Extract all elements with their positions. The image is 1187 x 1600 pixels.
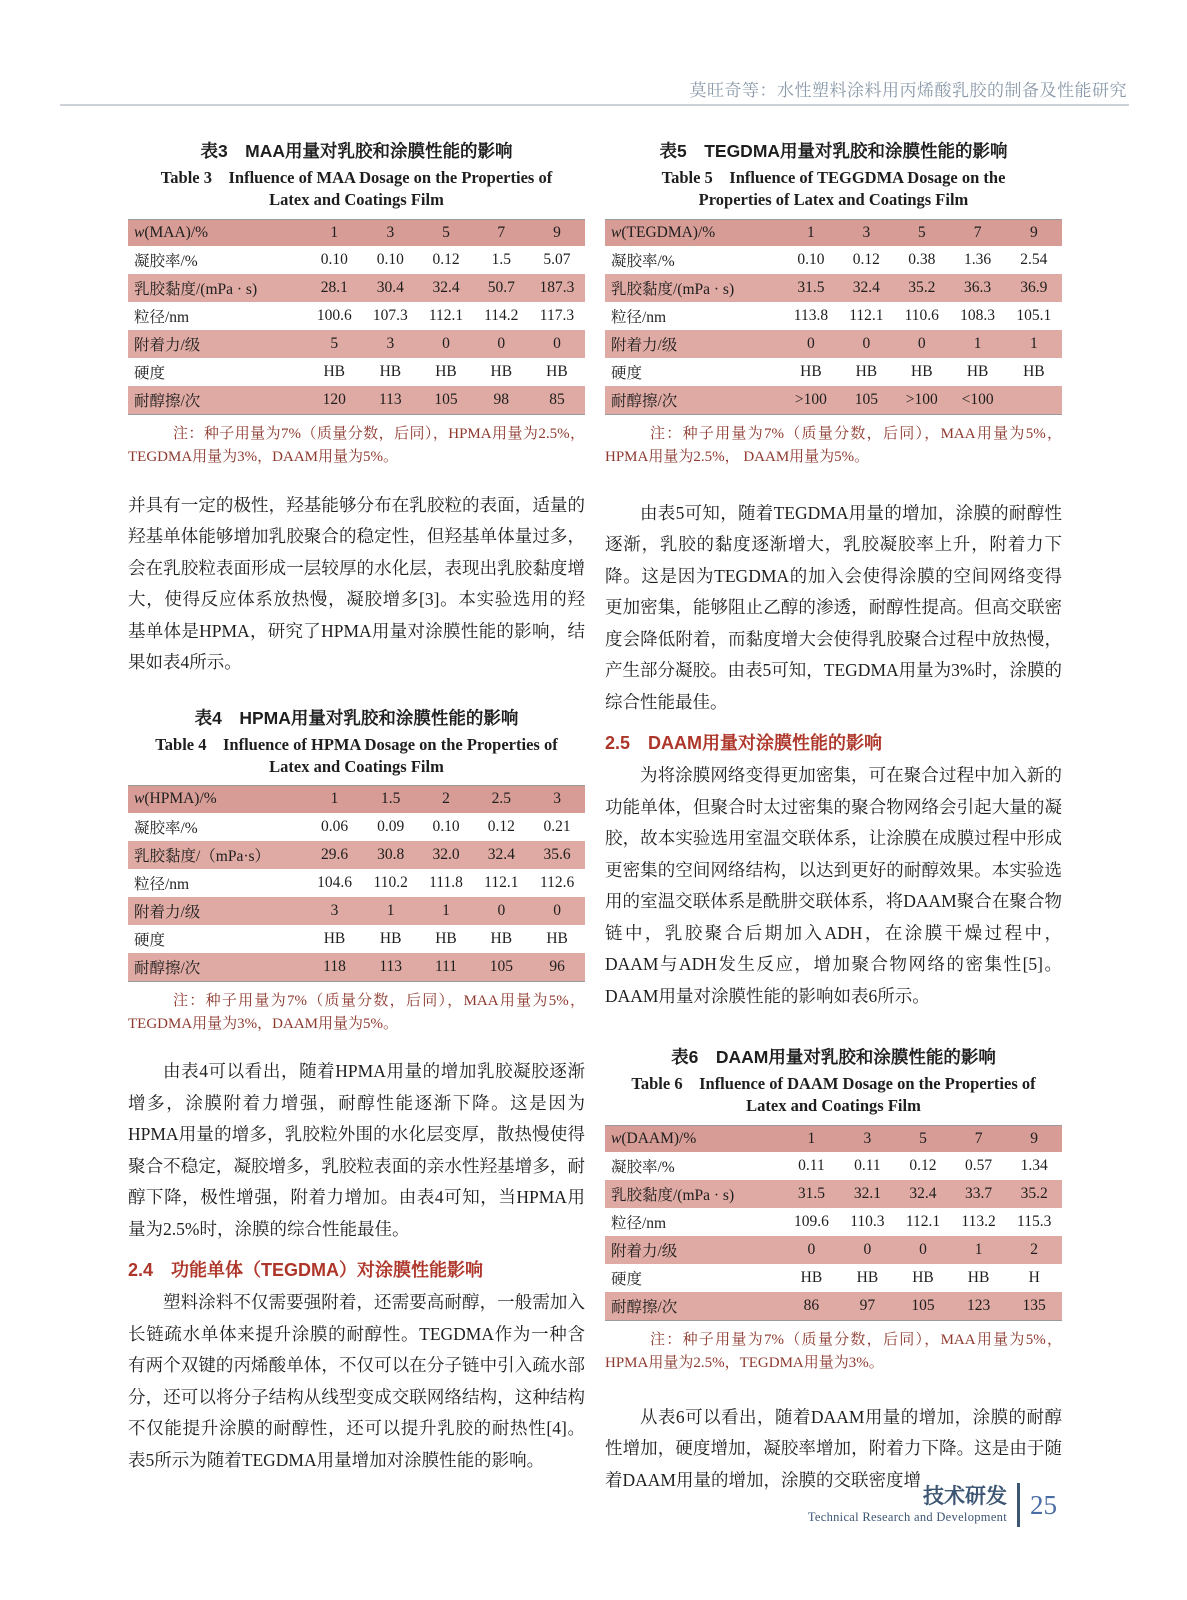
cell-value: 31.5 — [797, 279, 825, 297]
row-label: 耐醇擦/次 — [611, 1299, 678, 1317]
cell-value: HB — [1023, 363, 1045, 381]
cell-value: 0 — [553, 335, 561, 353]
header-rule — [60, 104, 1129, 106]
cell-value: 120 — [322, 391, 346, 409]
row-label: 附着力/级 — [134, 903, 201, 921]
cell-value: 29.6 — [320, 845, 349, 863]
cell-value: 1 — [1029, 335, 1038, 353]
cell-value: 35.2 — [908, 279, 936, 297]
table-row — [605, 1264, 1062, 1292]
table-row — [128, 246, 585, 274]
cell-value: 114.2 — [484, 307, 519, 325]
row-label: 硬度 — [611, 365, 643, 383]
cell-value: 0 — [807, 1241, 816, 1259]
cell-value: HB — [911, 363, 933, 381]
paragraph-table4-discussion: 由表4可以看出，随着HPMA用量的增加乳胶凝胶逐渐增多，涂膜附着力增强，耐醇性能逐渐下降。这是因为HPMA用量的增多，乳胶粒外围的水化层变厚，散热慢使得聚合不稳定，凝胶增多，乳胶粒表面的亲水性羟基增多，耐醇下降，极性增强，附着力增加。由表4可知，当HPMA用量为2.5%时，涂膜的综合性能最佳。 — [128, 1061, 585, 1239]
table-row — [605, 1125, 1062, 1152]
table-row — [605, 386, 1062, 415]
table5-title-zh: 表5 TEGDMA用量对乳胶和涂膜性能的影响 — [659, 141, 1008, 161]
cell-value: HB — [379, 929, 402, 947]
cell-value: 2.54 — [1020, 251, 1048, 269]
table6-title-zh: 表6 DAAM用量对乳胶和涂膜性能的影响 — [671, 1047, 996, 1068]
cell-value: 1.36 — [964, 251, 992, 269]
cell-value: 104.6 — [317, 873, 352, 891]
row-label: 凝胶率/% — [134, 819, 198, 837]
cell-value — [1006, 386, 1062, 415]
row-label: 硬度 — [134, 365, 166, 383]
table-row — [128, 219, 585, 246]
table-row — [605, 358, 1062, 386]
cell-value: 0.11 — [854, 1157, 881, 1175]
row-label: w(HPMA)/% — [134, 790, 217, 808]
cell-value: 0 — [442, 335, 450, 353]
cell-value: 9 — [1029, 223, 1038, 241]
table3-block — [128, 138, 585, 470]
cell-value: HB — [435, 929, 457, 947]
cell-value: 30.8 — [377, 845, 405, 863]
cell-value: 32.4 — [487, 845, 515, 863]
cell-value: 0 — [553, 901, 561, 919]
cell-value: 3 — [330, 901, 339, 919]
cell-value: HB — [966, 363, 989, 381]
right-column — [605, 132, 1062, 1496]
cell-value: 118 — [323, 957, 346, 975]
cell-value: 107.3 — [372, 307, 408, 325]
running-head: 莫旺奇等：水性塑料涂料用丙烯酸乳胶的制备及性能研究 — [689, 81, 1127, 100]
cell-value: 0.57 — [965, 1157, 993, 1175]
cell-value: 0 — [807, 335, 815, 353]
cell-value: 113 — [378, 391, 402, 409]
cell-value: 100.6 — [316, 307, 352, 325]
cell-value: 1.34 — [1020, 1157, 1048, 1175]
cell-value: 32.0 — [432, 845, 460, 863]
table-row — [128, 925, 585, 953]
footer-section-zh: 技术研发 — [923, 1485, 1007, 1509]
cell-value: 105.1 — [1016, 307, 1052, 325]
table-row — [605, 330, 1062, 358]
table6-title-en-line1: Table 6 Influence of DAAM Dosage on the Properties of — [631, 1074, 1036, 1094]
paragraph-section-2-5: 为将涂膜网络变得更加密集，可在聚合过程中加入新的功能单体，但聚合时太过密集的聚合物网络会引起大量的凝胶，故本实验选用室温交联体系，让涂膜在成膜过程中形成更密集的空间网络结构，以达到更好的耐醇效果。本实验选用的室温交联体系是酰肼交联体系，将DAAM聚合在聚合物链中，乳胶聚合后期加入ADH，在涂膜干燥过程中，DAAM与ADH发生反应，增加聚合物网络的密集性[5]。DAAM用量对涂膜性能的影响如表6所示。 — [605, 765, 1062, 1006]
table3-title-zh: 表3 MAA用量对乳胶和涂膜性能的影响 — [200, 141, 513, 161]
table6-grid — [605, 1125, 1062, 1322]
row-label: 凝胶率/% — [611, 253, 675, 271]
cell-value: 110.6 — [904, 307, 939, 325]
table-row — [605, 246, 1062, 274]
cell-value: 32.4 — [432, 279, 460, 297]
cell-value: 96 — [549, 957, 565, 975]
table5-grid — [605, 219, 1062, 416]
table-row — [605, 1152, 1062, 1180]
cell-value: 86 — [803, 1297, 820, 1315]
cell-value: HB — [546, 363, 568, 381]
cell-value: HB — [323, 363, 346, 381]
row-label: 粒径/nm — [611, 309, 667, 327]
row-label: w(DAAM)/% — [611, 1129, 697, 1147]
cell-value: 112.1 — [905, 1213, 941, 1231]
page-number: 25 — [1030, 1489, 1057, 1520]
cell-value: 7 — [497, 223, 506, 241]
cell-value: 0.10 — [320, 251, 348, 269]
table-row — [128, 897, 585, 925]
cell-value: 3 — [386, 335, 395, 353]
cell-value: 97 — [859, 1297, 876, 1315]
cell-value: 0.09 — [377, 817, 405, 835]
cell-value: 123 — [966, 1297, 991, 1315]
table3-grid — [128, 219, 585, 416]
cell-value: 135 — [1022, 1297, 1046, 1315]
cell-value: 1.5 — [380, 790, 401, 808]
row-label: 粒径/nm — [134, 875, 190, 893]
cell-value: 0.10 — [376, 251, 404, 269]
cell-value: 5 — [442, 223, 450, 241]
cell-value: >100 — [905, 391, 938, 409]
cell-value: 32.1 — [853, 1185, 881, 1203]
row-label: 附着力/级 — [611, 337, 678, 355]
cell-value: 111.8 — [429, 873, 463, 891]
cell-value: 1 — [974, 1241, 983, 1259]
cell-value: 0.12 — [432, 251, 460, 269]
cell-value: 1 — [973, 335, 982, 353]
table-row — [128, 841, 585, 869]
row-label: 附着力/级 — [611, 1243, 678, 1261]
cell-value: 0.12 — [487, 817, 515, 835]
cell-value: 9 — [1030, 1129, 1039, 1147]
cell-value: 2.5 — [491, 790, 512, 808]
cell-value: 110.2 — [373, 873, 408, 891]
cell-value: 110.3 — [850, 1213, 885, 1231]
cell-value: 3 — [863, 1129, 872, 1147]
cell-value: 109.6 — [793, 1213, 829, 1231]
cell-value: 7 — [974, 1129, 983, 1147]
row-label: 乳胶黏度/(mPa · s) — [611, 1187, 735, 1205]
cell-value: 2 — [1030, 1241, 1039, 1259]
cell-value: HB — [490, 929, 513, 947]
cell-value: HB — [379, 363, 402, 381]
cell-value: >100 — [794, 391, 827, 409]
row-label: 耐醇擦/次 — [134, 393, 201, 411]
cell-value: 35.6 — [543, 845, 571, 863]
cell-value: 112.6 — [539, 873, 575, 891]
table5-title-en-line1: Table 5 Influence of TEGGDMA Dosage on the — [661, 168, 1006, 187]
page-footer — [808, 1483, 1057, 1527]
cell-value: 3 — [386, 223, 395, 241]
table5-block — [605, 138, 1062, 470]
table4-title-en-line2: Latex and Coatings Film — [269, 756, 444, 776]
table-row — [605, 1292, 1062, 1321]
table6-title-en-line2: Latex and Coatings Film — [746, 1096, 921, 1116]
cell-value: 0.12 — [852, 251, 880, 269]
cell-value: 112.1 — [428, 307, 464, 325]
cell-value: 108.3 — [960, 307, 996, 325]
table6-note: 注：种子用量为7%（质量分数，后同），MAA用量为5%，HPMA用量为2.5%，TEGDMA用量为3%。 — [605, 1332, 1062, 1372]
row-label: 乳胶黏度/（mPa·s） — [134, 847, 271, 865]
table-row — [605, 1236, 1062, 1264]
footer-section-label — [808, 1485, 1007, 1524]
cell-value: <100 — [961, 391, 994, 409]
table-row — [128, 386, 585, 415]
cell-value: 105 — [911, 1297, 935, 1315]
table-row — [128, 274, 585, 302]
cell-value: 3 — [553, 790, 561, 808]
cell-value: 2 — [442, 790, 450, 808]
cell-value: 35.2 — [1020, 1185, 1048, 1203]
cell-value: 1 — [807, 223, 815, 241]
paragraph-table6-discussion: 从表6可以看出，随着DAAM用量的增加，涂膜的耐醇性增加，硬度增加，凝胶率增加，附着力下降。这是由于随着DAAM用量的增加，涂膜的交联密度增 — [605, 1406, 1062, 1490]
footer-section-en: Technical Research and Development — [807, 1509, 1007, 1524]
cell-value: 0.10 — [432, 817, 460, 835]
paragraph-section-2-4: 塑料涂料不仅需要强附着，还需要高耐醇，一般需加入长链疏水单体来提升涂膜的耐醇性。TEGDMA作为一种含有两个双键的丙烯酸单体，不仅可以在分子链中引入疏水部分，还可以将分子结构从线型变成交联网络结构，这种结构不仅能提升涂膜的耐醇性，还可以提升乳胶的耐热性[4]。表5所示为随着TEGDMA用量增加对涂膜性能的影响。 — [128, 1292, 585, 1470]
table4-grid — [128, 785, 585, 982]
row-label: 硬度 — [134, 931, 166, 949]
row-label: 凝胶率/% — [611, 1159, 675, 1177]
cell-value: 0 — [863, 1241, 872, 1259]
cell-value: 85 — [549, 391, 565, 409]
cell-value: 187.3 — [539, 279, 575, 297]
cell-value: 50.7 — [487, 279, 515, 297]
paragraph-table5-discussion: 由表5可知，随着TEGDMA用量的增加，涂膜的耐醇性逐渐，乳胶的黏度逐渐增大，乳胶凝胶率上升，附着力下降。这是因为TEGDMA的加入会使得涂膜的空间网络变得更加密集，能够阻止乙醇的渗透，耐醇性提高。但高交联密度会降低附着，而黏度增大会使得乳胶聚合过程中放热慢，产生部分凝胶。由表5可知，TEGDMA用量为3%时，涂膜的综合性能最佳。 — [605, 502, 1062, 712]
cell-value: 98 — [493, 391, 510, 409]
row-label: 耐醇擦/次 — [611, 393, 678, 411]
table-row — [128, 786, 585, 813]
cell-value: 113.8 — [793, 307, 829, 325]
cell-value: 1 — [442, 901, 450, 919]
table-row — [605, 302, 1062, 330]
cell-value: 0.10 — [797, 251, 825, 269]
cell-value: 3 — [862, 223, 871, 241]
table5-title-en-line2: Properties of Latex and Coatings Film — [698, 190, 969, 210]
table-row — [605, 219, 1062, 246]
cell-value: 0 — [919, 1241, 927, 1259]
cell-value: 36.9 — [1020, 279, 1048, 297]
cell-value: 113.2 — [961, 1213, 996, 1231]
left-column — [128, 132, 585, 1496]
cell-value: 112.1 — [849, 307, 884, 325]
cell-value: 105 — [854, 391, 878, 409]
cell-value: 115.3 — [1017, 1213, 1052, 1231]
cell-value: 0.12 — [909, 1157, 937, 1175]
cell-value: 1 — [330, 790, 339, 808]
cell-value: 0 — [862, 335, 871, 353]
table-row — [128, 330, 585, 358]
row-label: 硬度 — [611, 1271, 643, 1289]
cell-value: 32.4 — [909, 1185, 937, 1203]
cell-value: HB — [546, 929, 568, 947]
section-heading-2-5: 2.5 DAAM用量对涂膜性能的影响 — [605, 733, 883, 754]
cell-value: HB — [800, 1269, 823, 1287]
table3-title-en-line1: Table 3 Influence of MAA Dosage on the Properties of — [160, 168, 553, 187]
footer-divider-bar — [1017, 1483, 1020, 1527]
table-row — [605, 1208, 1062, 1236]
cell-value: HB — [435, 363, 457, 381]
table3-title-en-line2: Latex and Coatings Film — [269, 190, 444, 210]
cell-value: HB — [967, 1269, 990, 1287]
section-heading-2-4: 2.4 功能单体（TEGDMA）对涂膜性能影响 — [128, 1260, 484, 1281]
cell-value: 30.4 — [376, 279, 404, 297]
cell-value: 117.3 — [539, 307, 575, 325]
row-label: 粒径/nm — [134, 309, 190, 327]
cell-value: 0 — [497, 335, 506, 353]
row-label: 凝胶率/% — [134, 253, 198, 271]
row-label: 乳胶黏度/(mPa · s) — [134, 281, 258, 299]
table3-note: 注：种子用量为7%（质量分数，后同），HPMA用量为2.5%，TEGDMA用量为3%，DAAM用量为5%。 — [128, 426, 585, 466]
cell-value: 31.5 — [797, 1185, 825, 1203]
cell-value: HB — [856, 1269, 879, 1287]
cell-value: 111 — [434, 957, 458, 975]
table-row — [128, 813, 585, 841]
cell-value: 5 — [917, 223, 926, 241]
table-row — [128, 869, 585, 897]
cell-value: 32.4 — [852, 279, 880, 297]
cell-value: 5.07 — [543, 251, 571, 269]
cell-value: 0.38 — [908, 251, 936, 269]
two-column-layout — [128, 132, 1062, 1496]
row-label: 耐醇擦/次 — [134, 959, 201, 977]
cell-value: 7 — [973, 223, 982, 241]
cell-value: 5 — [330, 335, 339, 353]
table-row — [128, 302, 585, 330]
cell-value: HB — [912, 1269, 934, 1287]
cell-value: 1 — [386, 901, 395, 919]
cell-value: HB — [800, 363, 822, 381]
table-row — [605, 274, 1062, 302]
paragraph-continuation: 并具有一定的极性，羟基能够分布在乳胶粒的表面，适量的羟基单体能够增加乳胶聚合的稳定性，但羟基单体量过多，会在乳胶粒表面形成一层较厚的水化层，表现出乳胶黏度增大，使得反应体系放热慢，凝胶增多[3]。本实验选用的羟基单体是HPMA，研究了HPMA用量对涂膜性能的影响，结果如表4所示。 — [128, 494, 585, 673]
table-row — [128, 953, 585, 982]
cell-value: 28.1 — [320, 279, 348, 297]
cell-value: HB — [323, 929, 346, 947]
table4-title-en-line1: Table 4 Influence of HPMA Dosage on the Properties of — [155, 734, 558, 754]
cell-value: 0 — [917, 335, 926, 353]
cell-value: 105 — [489, 957, 513, 975]
table-row — [128, 358, 585, 386]
table4-title-zh: 表4 HPMA用量对乳胶和涂膜性能的影响 — [194, 707, 519, 728]
row-label: w(MAA)/% — [134, 223, 209, 241]
cell-value: 113 — [379, 957, 403, 975]
table4-note: 注：种子用量为7%（质量分数，后同），MAA用量为5%，TEGDMA用量为3%，DAAM用量为5%。 — [128, 992, 585, 1032]
cell-value: 0.21 — [543, 817, 571, 835]
cell-value: 105 — [434, 391, 458, 409]
cell-value: 0 — [497, 901, 506, 919]
cell-value: 112.1 — [484, 873, 519, 891]
row-label: 粒径/nm — [611, 1215, 667, 1233]
cell-value: 1.5 — [491, 251, 511, 269]
table5-note: 注：种子用量为7%（质量分数，后同），MAA用量为5%，HPMA用量为2.5%， DAAM用量为5%。 — [605, 426, 1062, 466]
row-label: 附着力/级 — [134, 337, 201, 355]
cell-value: H — [1028, 1269, 1040, 1287]
cell-value: 33.7 — [965, 1185, 993, 1203]
row-label: 乳胶黏度/(mPa · s) — [611, 281, 735, 299]
cell-value: 0.11 — [798, 1157, 825, 1175]
cell-value: 9 — [553, 223, 561, 241]
cell-value: 0.06 — [320, 817, 349, 835]
row-label: w(TEGDMA)/% — [611, 223, 716, 241]
table6-block — [605, 1044, 1062, 1376]
cell-value: 36.3 — [964, 279, 992, 297]
cell-value: 5 — [919, 1129, 927, 1147]
cell-value: HB — [490, 363, 513, 381]
cell-value: 1 — [807, 1129, 816, 1147]
table-row — [605, 1180, 1062, 1208]
cell-value: 1 — [330, 223, 339, 241]
table4-block — [128, 705, 585, 1037]
cell-value: HB — [855, 363, 878, 381]
